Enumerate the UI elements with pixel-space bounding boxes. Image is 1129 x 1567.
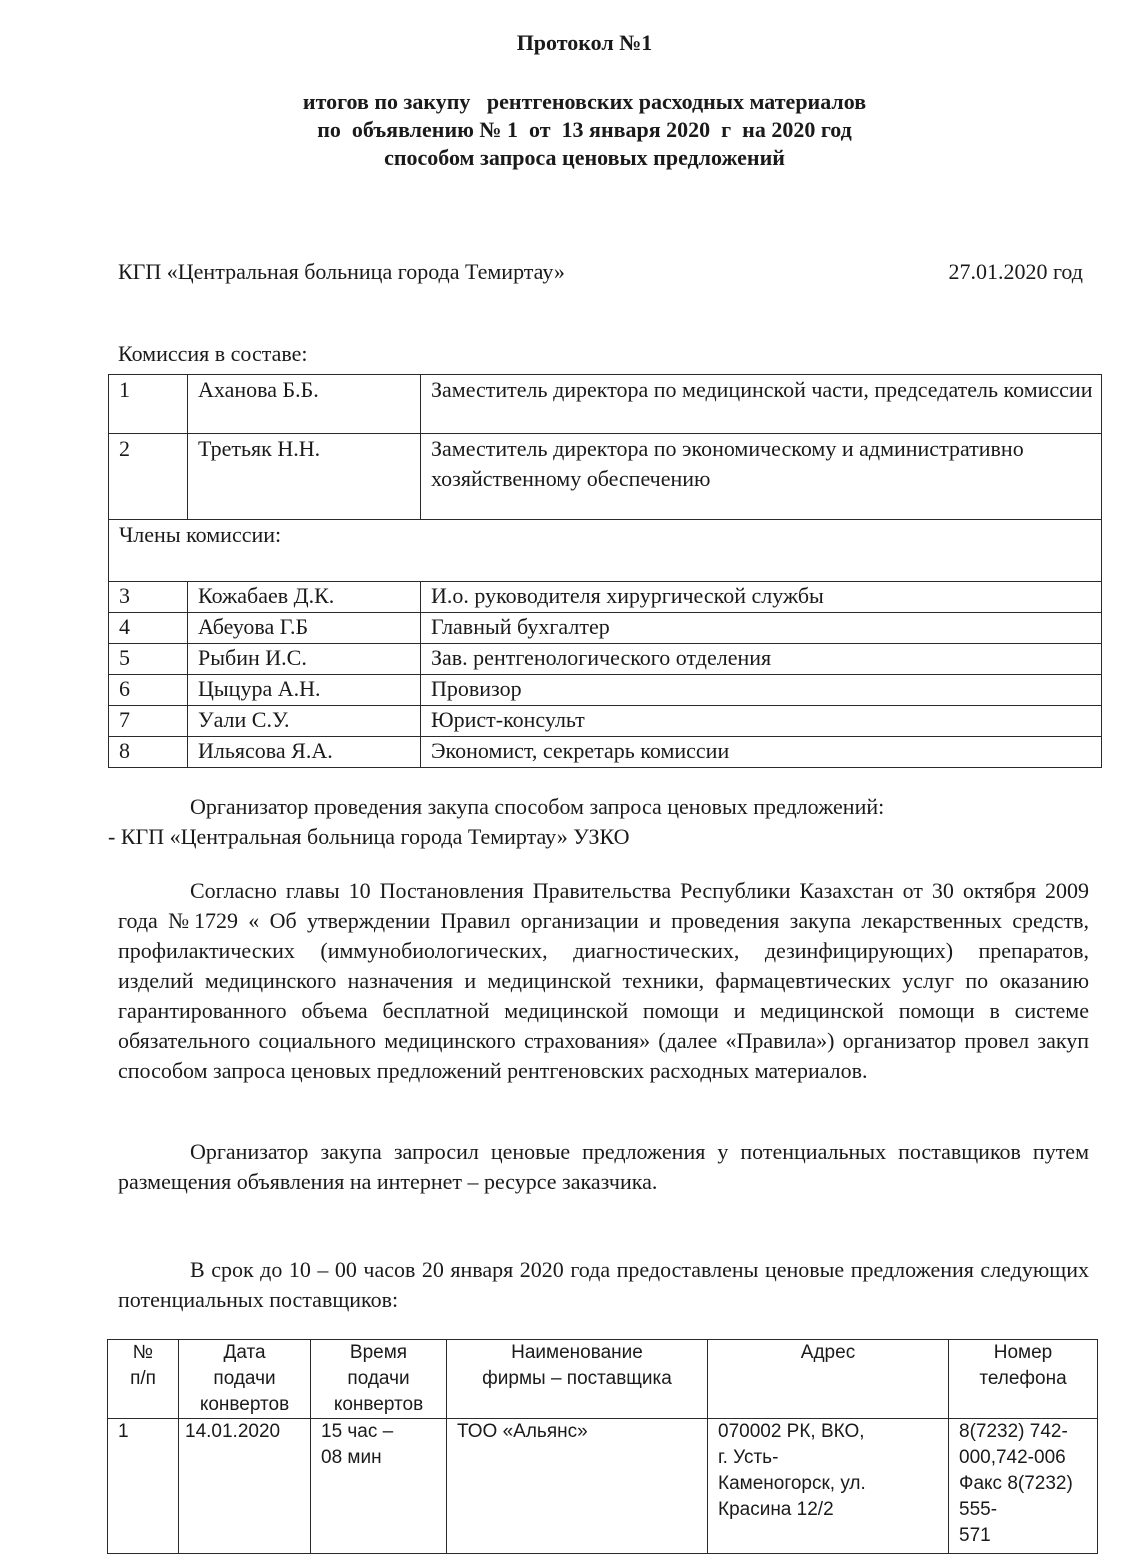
member-name: Цыцура А.Н.: [188, 675, 421, 706]
member-name: Уали С.У.: [188, 706, 421, 737]
supplier-phone: 8(7232) 742- 000,742-006 Факс 8(7232) 555- 571: [949, 1419, 1098, 1554]
table-row: [109, 644, 1102, 675]
organizer-name: - КГП «Центральная больница города Темиртау» УЗКО: [108, 824, 630, 849]
supplier-time: 15 час – 08 мин: [311, 1419, 447, 1554]
table-row: [109, 582, 1102, 613]
member-role: Экономист, секретарь комиссии: [421, 737, 1102, 768]
member-number: 7: [109, 706, 188, 737]
subtitle-line: итогов по закупу рентгеновских расходных материалов: [302, 89, 867, 114]
organizer-paragraph: [108, 792, 1089, 852]
member-number: 1: [109, 375, 188, 434]
document-date: 27.01.2020 год: [948, 259, 1083, 284]
member-name: Третьяк Н.Н.: [188, 434, 421, 520]
organizer-heading: Организатор проведения закупа способом запроса ценовых предложений:: [190, 794, 885, 819]
members-label-row: [109, 520, 1102, 582]
commission-table: [108, 374, 1102, 768]
member-role: Главный бухгалтер: [421, 613, 1102, 644]
header-time: Время подачи конвертов: [311, 1340, 447, 1419]
member-name: Аханова Б.Б.: [188, 375, 421, 434]
header-phone: Номер телефона: [949, 1340, 1098, 1419]
member-number: 5: [109, 644, 188, 675]
member-role: Зав. рентгенологического отделения: [421, 644, 1102, 675]
member-role: Юрист-консульт: [421, 706, 1102, 737]
table-row: [109, 675, 1102, 706]
header-date: Дата подачи конвертов: [179, 1340, 311, 1419]
supplier-company: ТОО «Альянс»: [447, 1419, 708, 1554]
member-number: 3: [109, 582, 188, 613]
header-address: Адрес: [708, 1340, 949, 1419]
header-company: Наименование фирмы – поставщика: [447, 1340, 708, 1419]
supplier-address: 070002 РК, ВКО, г. Усть- Каменогорск, ул. Красина 12/2: [708, 1419, 949, 1554]
organization-name: КГП «Центральная больница города Темиртау»: [118, 259, 565, 284]
table-row: [109, 706, 1102, 737]
rules-text: Согласно главы 10 Постановления Правительства Республики Казахстан от 30 октября 2009 года №1729 « Об утверждении Правил организации и проведения закупа лекарственных средств, профилактических (иммунобиологических, диагностических, дезинфицирующих) препаратов, изделий медицинского назначения и медицинской техники, фармацевтических услуг по оказанию гарантированного объема бесплатной медицинской помощи и медицинской помощи в системе обязательного социального медицинского страхования» (далее «Правила») организатор провел закуп способом запроса ценовых предложений рентгеновских расходных материалов.: [118, 878, 1089, 1083]
member-number: 2: [109, 434, 188, 520]
supplier-number: 1: [108, 1419, 179, 1554]
member-name: Абеуова Г.Б: [188, 613, 421, 644]
table-header-row: [108, 1340, 1098, 1419]
header-number: № п/п: [108, 1340, 179, 1419]
member-name: Кожабаев Д.К.: [188, 582, 421, 613]
table-row: [109, 613, 1102, 644]
commission-label: Комиссия в составе:: [118, 341, 308, 366]
member-role: И.о. руководителя хирургической службы: [421, 582, 1102, 613]
table-row: [109, 434, 1102, 520]
document-title: Протокол №1: [516, 30, 653, 55]
request-paragraph: [118, 1137, 1089, 1197]
suppliers-table: [107, 1339, 1098, 1554]
request-text: Организатор закупа запросил ценовые предложения у потенциальных поставщиков путем размещения объявления на интернет – ресурсе заказчика.: [118, 1139, 1089, 1194]
deadline-paragraph: [118, 1255, 1089, 1315]
table-row: [108, 1419, 1098, 1554]
deadline-text: В срок до 10 – 00 часов 20 января 2020 года предоставлены ценовые предложения следующих потенциальных поставщиков:: [118, 1257, 1089, 1312]
member-number: 4: [109, 613, 188, 644]
member-number: 6: [109, 675, 188, 706]
member-name: Рыбин И.С.: [188, 644, 421, 675]
organization-date-line: [118, 259, 1083, 285]
rules-paragraph: [118, 876, 1089, 1086]
document-subtitle: [20, 88, 1129, 172]
subtitle-line: способом запроса ценовых предложений: [384, 145, 785, 170]
member-role: Провизор: [421, 675, 1102, 706]
supplier-date: 14.01.2020: [179, 1419, 311, 1554]
table-row: [109, 375, 1102, 434]
member-role: Заместитель директора по медицинской части, председатель комиссии: [421, 375, 1102, 434]
member-role: Заместитель директора по экономическому и административно хозяйственному обеспечению: [421, 434, 1102, 520]
member-name: Ильясова Я.А.: [188, 737, 421, 768]
table-row: [109, 737, 1102, 768]
subtitle-line: по объявлению № 1 от 13 января 2020 г на 2020 год: [317, 117, 852, 142]
members-label: Члены комиссии:: [109, 520, 1102, 582]
member-number: 8: [109, 737, 188, 768]
